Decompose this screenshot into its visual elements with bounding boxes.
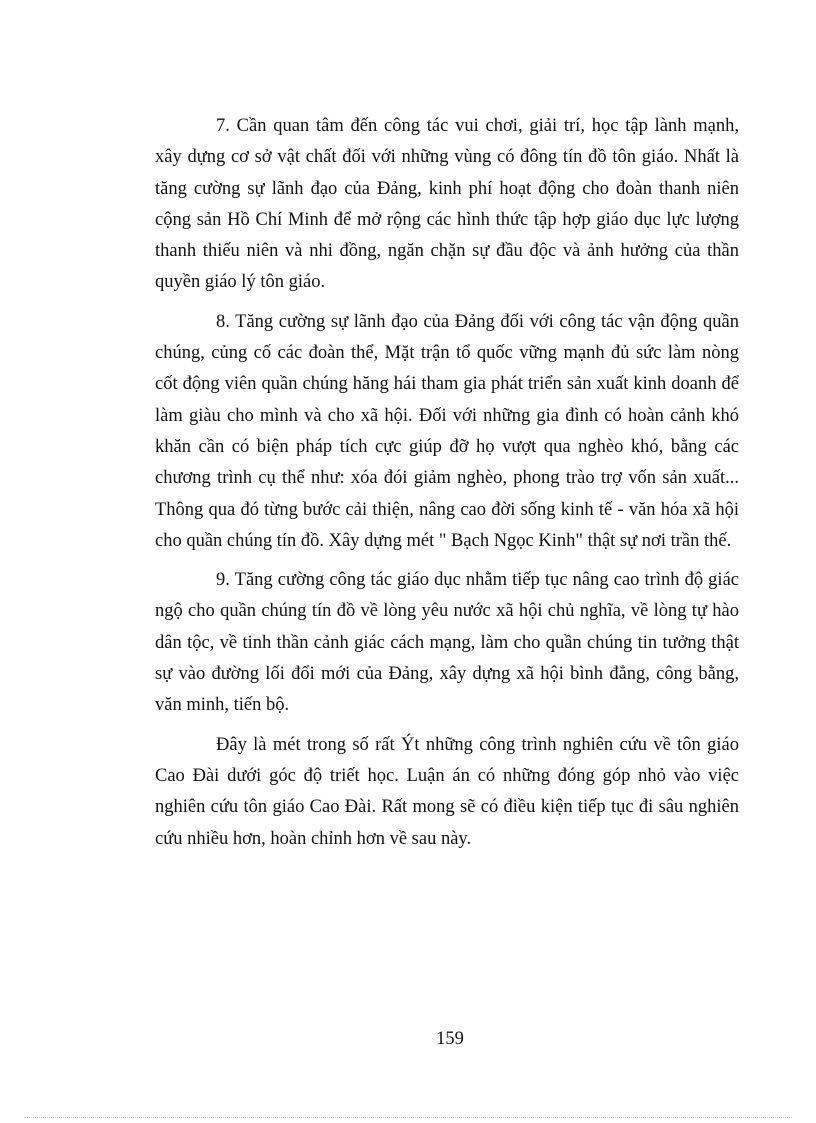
body-text <box>155 111 739 855</box>
paragraph-8: 8. Tăng cường sự lãnh đạo của Đảng đối với công tác vận động quần chúng, củng cố các đoàn thể, Mặt trận tổ quốc vững mạnh đủ sức làm nòng cốt động viên quần chúng hăng hái tham gia phát triển sản xuất kinh doanh để làm giàu cho mình và cho xã hội. Đối với những gia đình có hoàn cảnh khó khăn cần có biện pháp tích cực giúp đỡ họ vượt qua nghèo khó, bằng các chương trình cụ thể như: xóa đói giảm nghèo, phong trào trợ vốn sản xuất... Thông qua đó từng bước cải thiện, nâng cao đời sống kinh tế - văn hóa xã hội cho quần chúng tín đồ. Xây dựng mét " Bạch Ngọc Kinh" thật sự nơi trần thế. <box>155 311 739 551</box>
paragraph-7: 7. Cần quan tâm đến công tác vui chơi, giải trí, học tập lành mạnh, xây dựng cơ sở vật chất đối với những vùng có đông tín đồ tôn giáo. Nhất là tăng cường sự lãnh đạo của Đảng, kinh phí hoạt động cho đoàn thanh niên cộng sản Hồ Chí Minh để mở rộng các hình thức tập hợp giáo dục lực lượng thanh thiếu niên và nhi đồng, ngăn chặn sự đầu độc và ảnh hưởng của thần quyền giáo lý tôn giáo. <box>155 116 739 293</box>
paragraph-9: 9. Tăng cường công tác giáo dục nhằm tiếp tục nâng cao trình độ giác ngộ cho quần chúng tín đồ về lòng yêu nước xã hội chủ nghĩa, về lòng tự hào dân tộc, về tinh thần cảnh giác cách mạng, làm cho quần chúng tin tưởng thật sự vào đường lối đổi mới của Đảng, xây dựng xã hội bình đẳng, công bằng, văn minh, tiến bộ. <box>155 570 739 716</box>
paragraph-conclusion: Đây là mét trong số rất Ýt những công trình nghiên cứu về tôn giáo Cao Đài dưới góc độ triết học. Luận án có những đóng góp nhỏ vào việc nghiên cứu tôn giáo Cao Đài. Rất mong sẽ có điều kiện tiếp tục đi sâu nghiên cứu nhiều hơn, hoàn chỉnh hơn về sau này. <box>155 734 739 849</box>
page-bottom-border <box>24 1117 792 1118</box>
page-number: 159 <box>436 1029 464 1049</box>
